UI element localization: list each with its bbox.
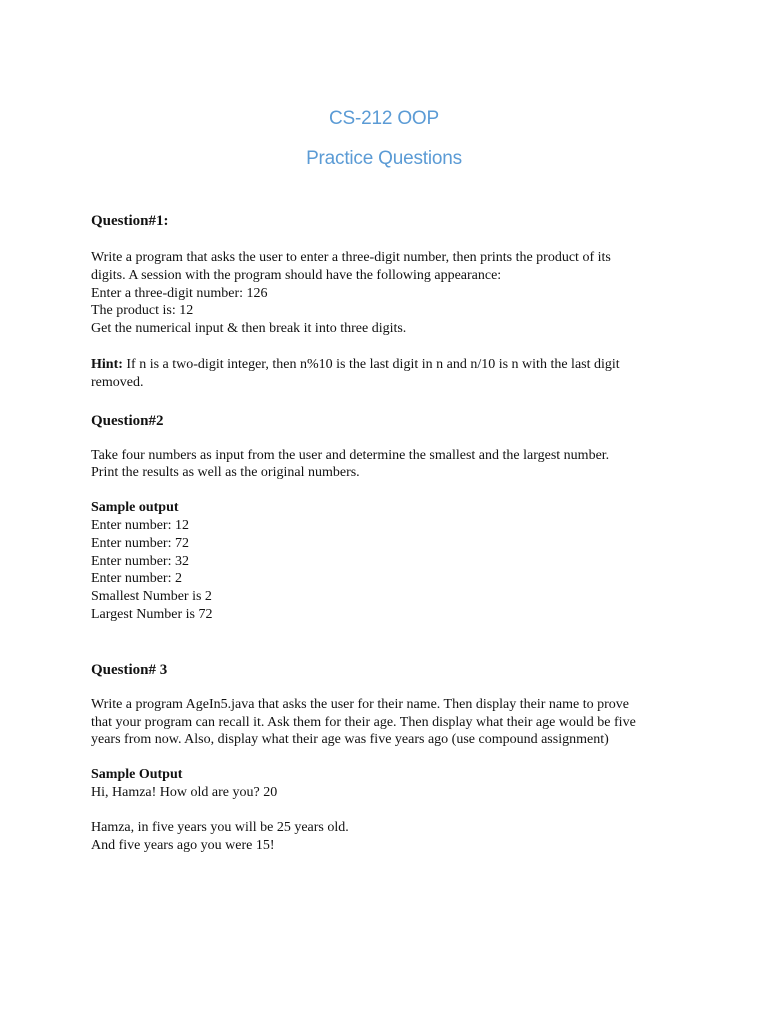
- hint-text: If n is a two-digit integer, then n%10 is the last digit in n and n/10 is n with the last digit: [122, 356, 620, 372]
- question-1-line: Write a program that asks the user to enter a three-digit number, then prints the product of its: [91, 250, 611, 265]
- course-title: CS-212 OOP: [329, 108, 439, 129]
- question-2: [91, 412, 681, 624]
- sample-output-line: And five years ago you were 15!: [91, 837, 275, 853]
- question-3-heading: Question# 3: [91, 661, 168, 678]
- sample-output-line: Hi, Hamza! How old are you? 20: [91, 784, 278, 800]
- question-3-sample: [91, 766, 681, 854]
- sample-output-line: Smallest Number is 2: [91, 589, 212, 605]
- page-subtitle: Practice Questions: [306, 148, 462, 169]
- sample-output-line: Enter number: 2: [91, 571, 182, 587]
- question-1: [91, 212, 681, 392]
- sample-output-label: Sample output: [91, 500, 179, 516]
- question-1-line: Enter a three-digit number: 126: [91, 285, 268, 301]
- question-3: [91, 661, 681, 855]
- question-3-line: that your program can recall it. Ask them for their age. Then display what their age would be five: [91, 714, 636, 730]
- hint-label: Hint:: [91, 356, 123, 372]
- questions-content: [91, 212, 681, 854]
- question-3-line: years from now. Also, display what their age was five years ago (use compound assignment): [91, 732, 609, 748]
- hint-text-continued: removed.: [91, 374, 144, 390]
- question-2-line: Take four numbers as input from the user and determine the smallest and the largest number.: [91, 447, 610, 463]
- sample-output-line: Hamza, in five years you will be 25 years old.: [91, 819, 349, 835]
- question-1-body: [91, 249, 681, 338]
- sample-output-line: Largest Number is 72: [91, 606, 213, 622]
- question-1-line: Get the numerical input & then break it into three digits.: [91, 321, 407, 337]
- question-1-heading: Question#1:: [91, 213, 169, 229]
- question-2-heading: Question#2: [91, 412, 164, 429]
- question-3-line: Write a program AgeIn5.java that asks the user for their name. Then display their name to prove: [91, 696, 630, 712]
- sample-output-line: Enter number: 12: [91, 517, 189, 533]
- sample-output-line: Enter number: 32: [91, 553, 189, 569]
- question-2-line: Print the results as well as the original numbers.: [91, 465, 360, 481]
- question-1-line: digits. A session with the program should have the following appearance:: [91, 267, 502, 283]
- sample-output-line: Enter number: 72: [91, 535, 189, 551]
- sample-output-label: Sample Output: [91, 767, 183, 783]
- question-2-body: [91, 447, 681, 483]
- question-2-sample: [91, 499, 681, 624]
- question-3-body: [91, 696, 681, 749]
- question-1-line: The product is: 12: [91, 303, 194, 319]
- question-1-hint: [91, 356, 681, 392]
